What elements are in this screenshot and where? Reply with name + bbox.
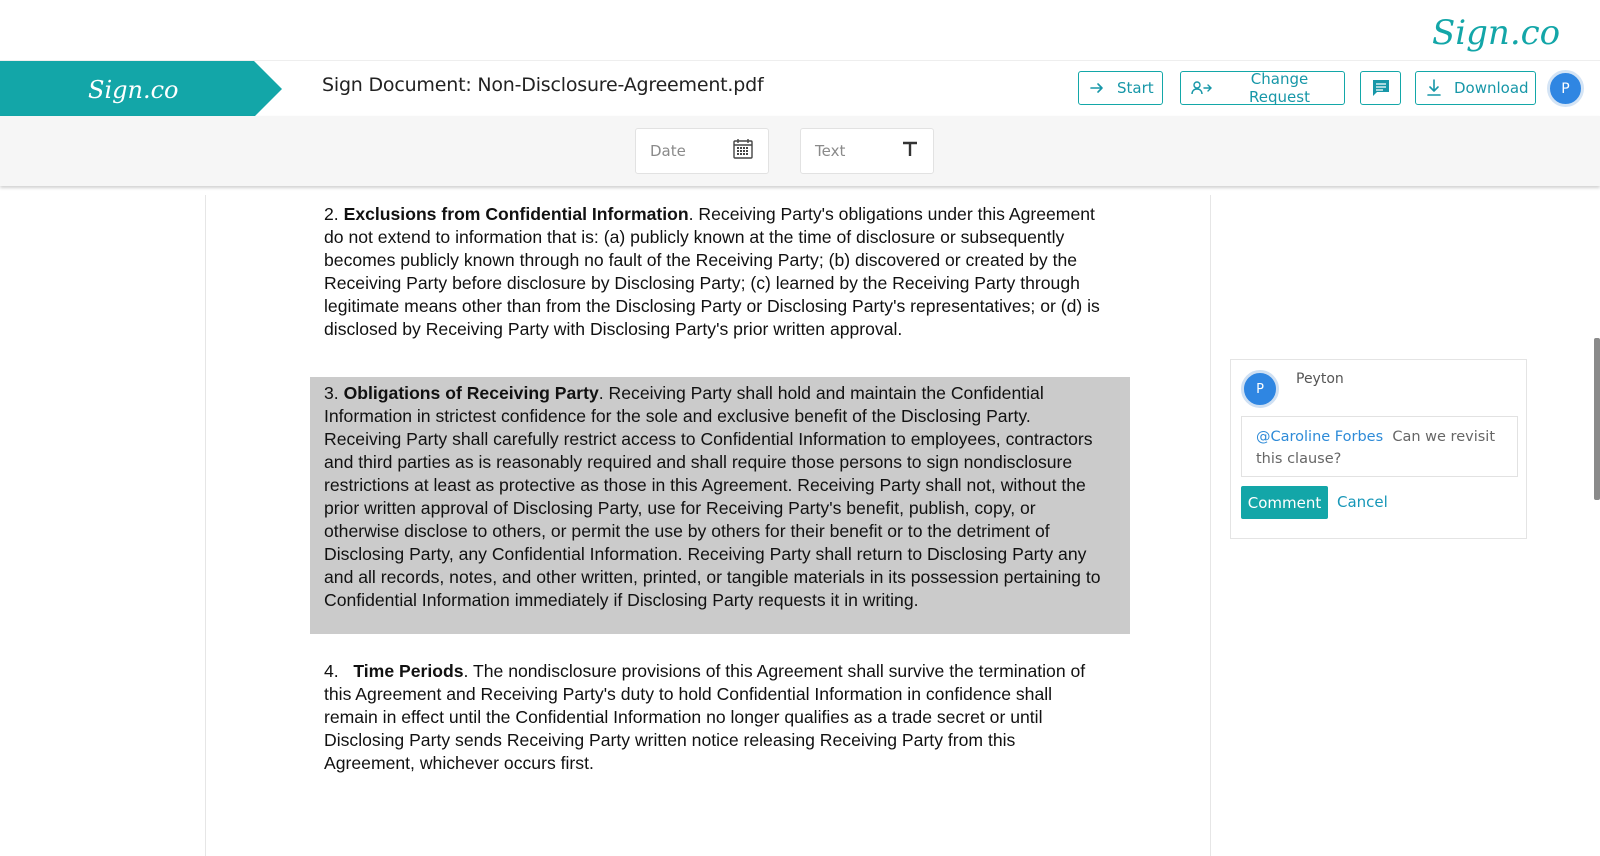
comment-text: Can we revisit this clause? xyxy=(1256,429,1495,467)
download-button[interactable] xyxy=(1415,71,1536,105)
brand-banner[interactable] xyxy=(0,61,282,117)
page-title: Sign Document: Non-Disclosure-Agreement.pdf xyxy=(322,74,764,96)
change-request-button[interactable] xyxy=(1180,71,1345,105)
comment-mention[interactable]: @Caroline Forbes xyxy=(1256,429,1384,445)
clause-3-body: . Receiving Party shall hold and maintain the Confidential Information in strictest confidence for the sole and exclusive benefit of the Disclosing Party. Receiving Party shall carefully restrict access to Confidential Information to employees, contractors and third parties as is reasonably required and shall require those persons to sign nondisclosure restrictions at least as protective as those in this Agreement. Receiving Party shall not, without the prior written approval of Disclosing Party, use for Receiving Party's benefit, publish, copy, or otherwise disclose to others, or permit the use by others for their benefit or to the detriment of Disclosing Party, any Confidential Information. Receiving Party shall return to Disclosing Party any and all records, notes, and other written, printed, or tangible materials in its possession pertaining to Confidential Information immediately if Disclosing Party requests it in writing. xyxy=(324,383,1101,610)
clause-2 xyxy=(324,203,1104,341)
comments-button[interactable] xyxy=(1360,71,1401,105)
clause-4-number: 4. xyxy=(324,661,339,681)
document-page xyxy=(205,195,1211,856)
comment-author-name: Peyton xyxy=(1296,371,1344,387)
text-tool-label: Text xyxy=(815,142,846,160)
user-arrow-icon xyxy=(1191,80,1213,96)
scrollbar-thumb[interactable] xyxy=(1594,338,1600,500)
clause-3-number: 3. xyxy=(324,383,339,403)
comment-author-avatar: P xyxy=(1241,370,1279,408)
comment-cancel-link[interactable]: Cancel xyxy=(1337,493,1388,511)
clause-4 xyxy=(324,660,1104,775)
date-field-tool[interactable] xyxy=(635,128,769,174)
brand-logo-text: Sign.co xyxy=(1432,13,1560,53)
clause-2-heading: Exclusions from Confidential Information xyxy=(343,204,689,224)
clause-2-body: . Receiving Party's obligations under this Agreement do not extend to information that is: (a) publicly known at the time of disclosure or subsequently becomes publicly known through no fault of the Receiving Party; (b) discovered or created by the Receiving Party before disclosure by Disclosing Party; (c) learned by the Receiving Party through legitimate means other than from the Disclosing Party or Disclosing Party's representatives; or (d) is disclosed by Receiving Party with Disclosing Party's prior written approval. xyxy=(324,204,1100,339)
user-avatar[interactable]: P xyxy=(1547,70,1584,107)
comment-icon xyxy=(1371,79,1391,97)
text-field-tool[interactable] xyxy=(800,128,934,174)
download-icon xyxy=(1426,79,1442,97)
clause-3[interactable] xyxy=(324,382,1104,612)
arrow-right-icon xyxy=(1089,80,1105,96)
start-button[interactable] xyxy=(1078,71,1163,105)
download-button-label: Download xyxy=(1454,79,1529,97)
clause-2-number: 2. xyxy=(324,204,339,224)
comment-submit-button[interactable]: Comment xyxy=(1241,486,1328,519)
clause-3-heading: Obligations of Receiving Party xyxy=(343,383,599,403)
clause-4-heading: Time Periods xyxy=(353,661,464,681)
calendar-icon xyxy=(732,138,754,164)
banner-logo-text: Sign.co xyxy=(88,76,179,104)
field-toolbar xyxy=(0,116,1600,186)
header-bar xyxy=(0,60,1600,116)
clause-4-body: . The nondisclosure provisions of this Agreement shall survive the termination of this Agreement and Receiving Party's duty to hold Confidential Information in confidence shall remain in effect until the Confidential Information no longer qualifies as a trade secret or until Disclosing Party sends Receiving Party written notice releasing Receiving Party from this Agreement, whichever occurs first. xyxy=(324,661,1086,773)
date-tool-label: Date xyxy=(650,142,686,160)
start-button-label: Start xyxy=(1117,79,1154,97)
comment-input[interactable] xyxy=(1241,416,1518,477)
comment-card xyxy=(1230,359,1527,539)
change-request-label: Change Request xyxy=(1249,70,1310,106)
brand-logo-top xyxy=(1430,10,1560,60)
text-icon xyxy=(901,140,919,162)
